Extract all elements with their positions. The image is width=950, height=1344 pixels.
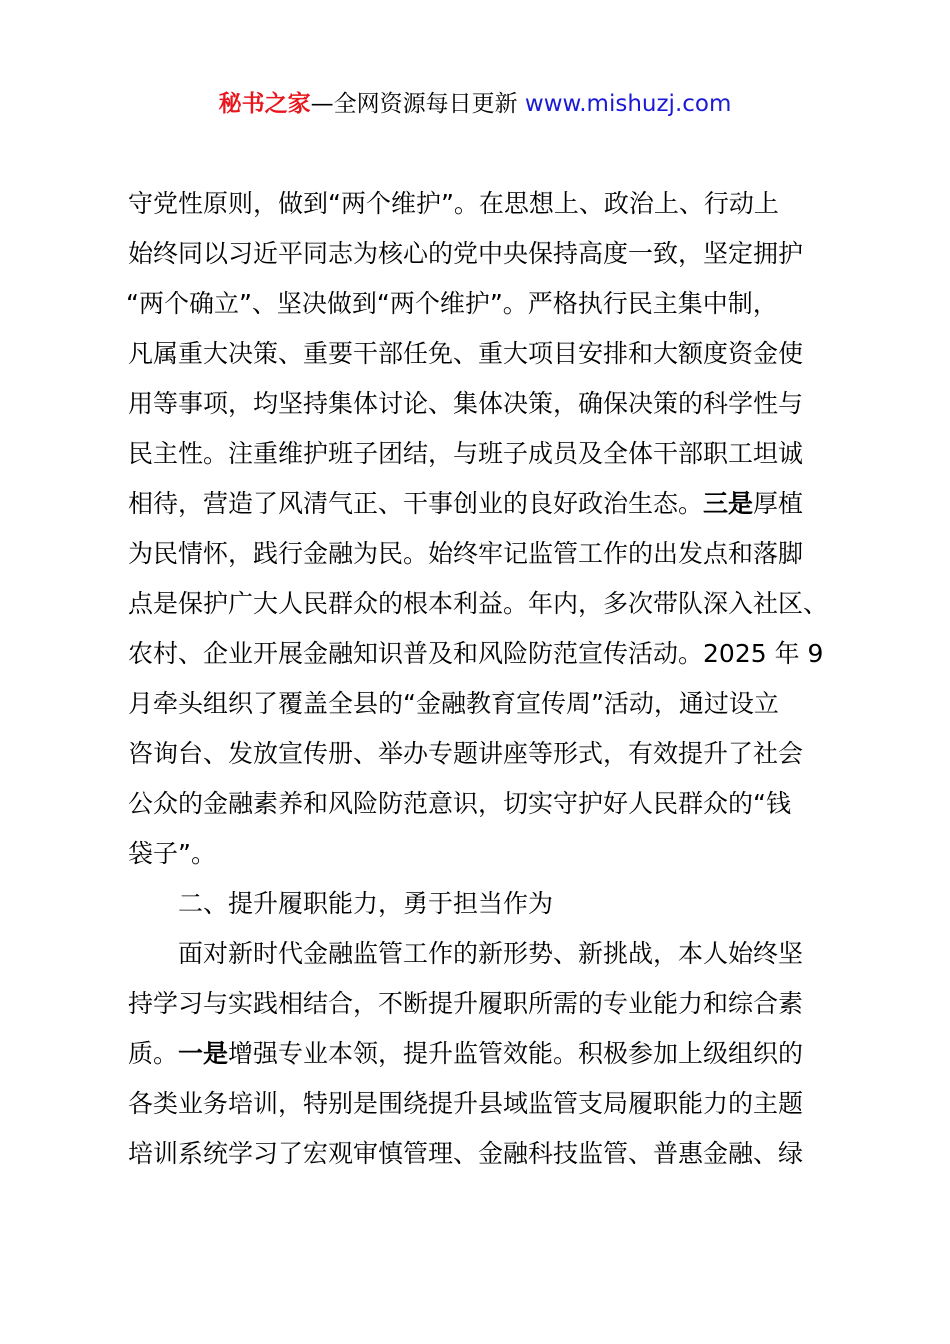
- text-segment: 相待，营造了风清气正、干事创业的良好政治生态。: [128, 489, 704, 518]
- section-heading: 二、提升履职能力，勇于担当作为: [178, 889, 554, 918]
- text-line-8: 为民情怀，践行金融为民。始终牢记监管工作的出发点和落脚: [128, 539, 804, 568]
- text-segment: 增强专业本领，提升监管效能。积极参加上级组织的: [228, 1039, 804, 1068]
- text-line-14: 袋子”。: [128, 839, 216, 868]
- bold-marker-one: 一是: [178, 1039, 229, 1068]
- text-line-7: [128, 486, 868, 522]
- text-line-13: 公众的金融素养和风险防范意识，切实守护好人民群众的“钱: [128, 789, 791, 818]
- page-header: [0, 86, 950, 122]
- text-line-5: 用等事项，均坚持集体讨论、集体决策，确保决策的科学性与: [128, 389, 804, 418]
- text-segment: 质。: [128, 1039, 179, 1068]
- text-line-2: 始终同以习近平同志为核心的党中央保持高度一致，坚定拥护: [128, 239, 804, 268]
- text-line-10: 农村、企业开展金融知识普及和风险防范宣传活动。2025 年 9: [128, 639, 824, 668]
- text-line-19: 各类业务培训，特别是围绕提升县域监管支局履职能力的主题: [128, 1089, 804, 1118]
- text-line-20: 培训系统学习了宏观审慎管理、金融科技监管、普惠金融、绿: [128, 1139, 804, 1168]
- text-line-3: “两个确立”、坚决做到“两个维护”。严格执行民主集中制，: [126, 289, 778, 318]
- text-segment: 厚植: [753, 489, 804, 518]
- text-line-4: 凡属重大决策、重要干部任免、重大项目安排和大额度资金使: [128, 339, 804, 368]
- brand-name: 秘书之家: [218, 91, 311, 117]
- text-line-1: 守党性原则，做到“两个维护”。在思想上、政治上、行动上: [128, 189, 779, 218]
- text-line-9: 点是保护广大人民群众的根本利益。年内，多次带队深入社区、: [128, 589, 829, 618]
- text-line-16: 面对新时代金融监管工作的新形势、新挑战，本人始终坚: [178, 939, 804, 968]
- text-line-17: 持学习与实践相结合，不断提升履职所需的专业能力和综合素: [128, 989, 804, 1018]
- bold-marker-three: 三是: [703, 489, 754, 518]
- text-line-11: 月牵头组织了覆盖全县的“金融教育宣传周”活动，通过设立: [128, 689, 779, 718]
- text-line-6: 民主性。注重维护班子团结，与班子成员及全体干部职工坦诚: [128, 439, 804, 468]
- header-tagline: —全网资源每日更新: [310, 91, 518, 117]
- site-url-link[interactable]: www.mishuzj.com: [524, 91, 732, 117]
- text-line-12: 咨询台、发放宣传册、举办专题讲座等形式，有效提升了社会: [128, 739, 804, 768]
- text-line-18: [128, 1036, 868, 1072]
